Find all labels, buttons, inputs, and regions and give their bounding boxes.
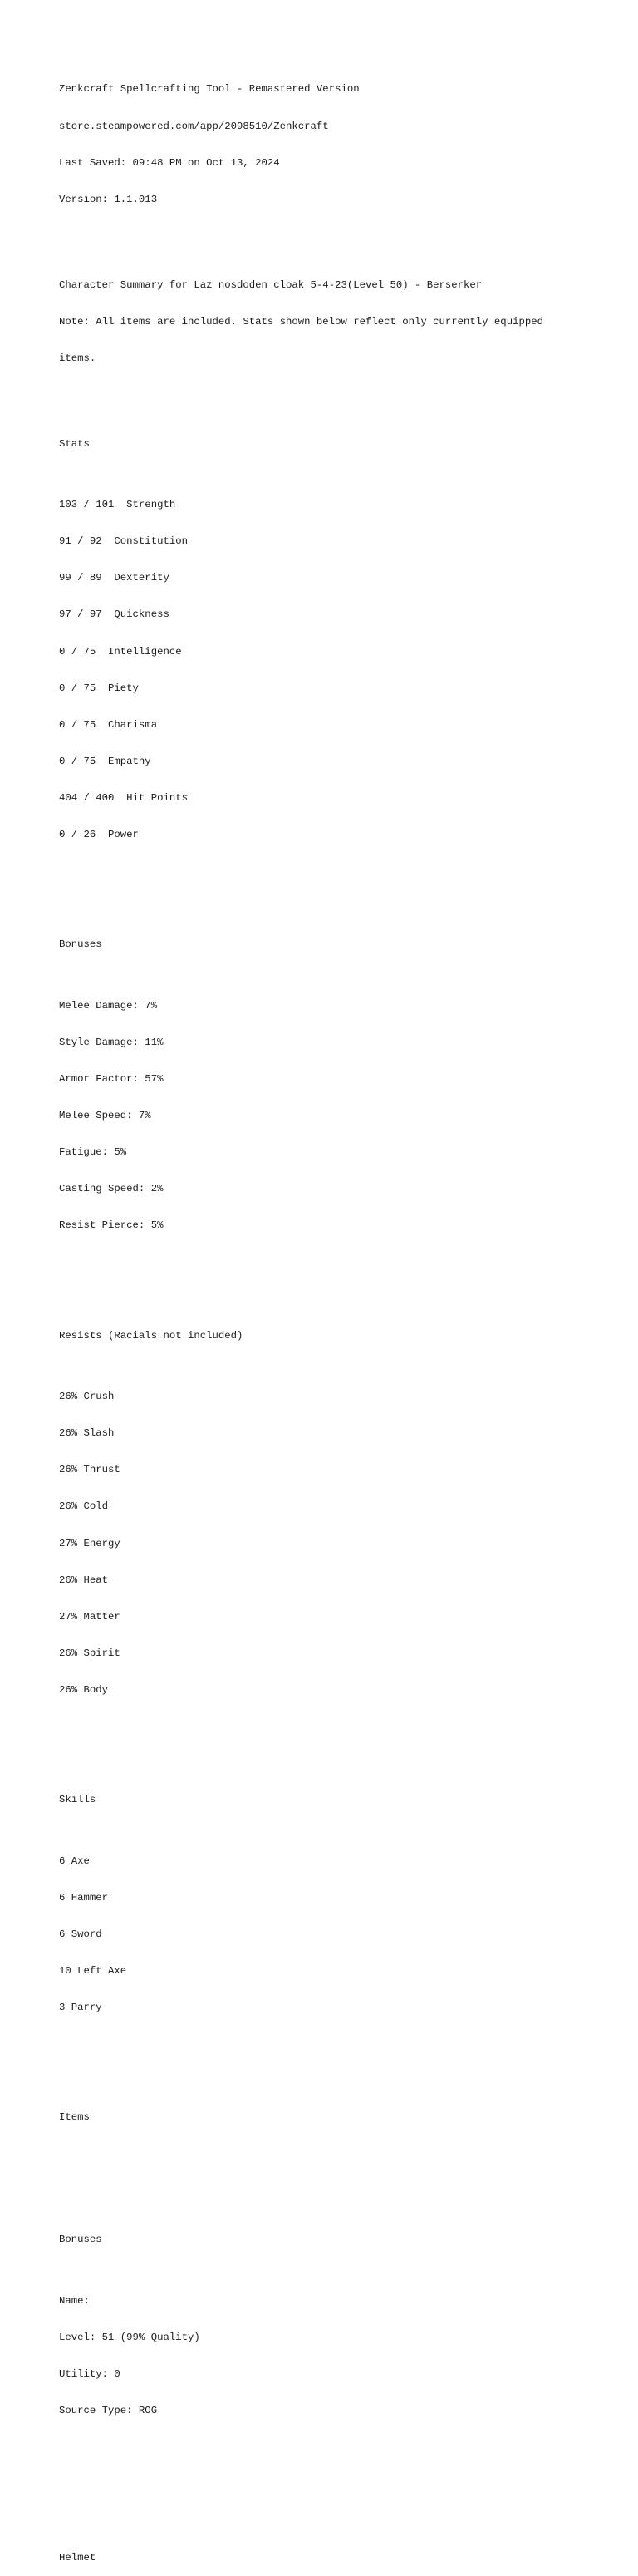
stat-row: 0 / 75 Charisma bbox=[59, 718, 158, 731]
resists-list bbox=[59, 1367, 574, 1721]
bonuses-list bbox=[59, 975, 574, 1256]
item-bonus-row: Utility: 0 bbox=[59, 2368, 120, 2381]
resists-heading: Resists (Racials not included) bbox=[59, 1329, 243, 1342]
item-bonus-row: Level: 51 (99% Quality) bbox=[59, 2331, 200, 2343]
stats-list bbox=[59, 475, 574, 865]
item-bonus-row: Source Type: ROG bbox=[59, 2405, 158, 2417]
stat-row: 0 / 75 Intelligence bbox=[59, 645, 182, 658]
resist-row: 26% Slash bbox=[59, 1427, 115, 1440]
spacer bbox=[59, 2063, 574, 2076]
skill-row: 3 Parry bbox=[59, 2002, 102, 2014]
item-bonuses-list bbox=[59, 2270, 574, 2441]
note-line-1: Note: All items are included. Stats shown below reflect only currently equipped bbox=[59, 315, 543, 328]
stat-row: 0 / 75 Piety bbox=[59, 682, 139, 694]
items-heading: Items bbox=[59, 2111, 90, 2124]
bonus-row: Melee Speed: 7% bbox=[59, 1110, 151, 1122]
stat-row: 0 / 75 Empathy bbox=[59, 755, 151, 767]
resist-row: 26% Body bbox=[59, 1683, 109, 1696]
spacer bbox=[59, 230, 574, 243]
bonus-row: Casting Speed: 2% bbox=[59, 1183, 164, 1195]
spacer bbox=[59, 2185, 574, 2198]
bonuses-heading: Bonuses bbox=[59, 938, 102, 951]
skill-row: 6 Axe bbox=[59, 1854, 90, 1867]
bonus-row: Fatigue: 5% bbox=[59, 1146, 127, 1159]
helmet-heading: Helmet bbox=[59, 2551, 96, 2564]
skills-list bbox=[59, 1830, 574, 2038]
resist-row: 26% Thrust bbox=[59, 1464, 120, 1476]
skills-heading: Skills bbox=[59, 1794, 96, 1806]
character-summary-title: Character Summary for Laz nosdoden cloak 5-4-23(Level 50) - Berserker bbox=[59, 278, 483, 291]
summary-document bbox=[59, 59, 574, 2576]
spacer bbox=[59, 2466, 574, 2479]
resist-row: 26% Spirit bbox=[59, 1647, 120, 1659]
item-bonus-row: Name: bbox=[59, 2294, 90, 2307]
resist-row: 26% Crush bbox=[59, 1391, 115, 1403]
resist-row: 26% Cold bbox=[59, 1500, 109, 1513]
note-line-2: items. bbox=[59, 352, 96, 364]
spacer bbox=[59, 2503, 574, 2515]
app-title: Zenkcraft Spellcrafting Tool - Remastered Version bbox=[59, 83, 360, 96]
resist-row: 27% Energy bbox=[59, 1537, 120, 1549]
bonus-row: Resist Pierce: 5% bbox=[59, 1219, 164, 1232]
spacer bbox=[59, 2148, 574, 2160]
spacer bbox=[59, 1281, 574, 1293]
stat-row: 97 / 97 Quickness bbox=[59, 608, 169, 621]
stat-row: 404 / 400 Hit Points bbox=[59, 791, 188, 804]
spacer bbox=[59, 389, 574, 401]
stat-row: 99 / 89 Dexterity bbox=[59, 572, 169, 584]
resist-row: 27% Matter bbox=[59, 1610, 120, 1623]
last-saved: Last Saved: 09:48 PM on Oct 13, 2024 bbox=[59, 156, 280, 169]
resist-row: 26% Heat bbox=[59, 1574, 109, 1586]
store-url: store.steampowered.com/app/2098510/Zenkcraft bbox=[59, 120, 329, 132]
bonus-row: Style Damage: 11% bbox=[59, 1036, 164, 1048]
stats-heading: Stats bbox=[59, 437, 90, 450]
skill-row: 10 Left Axe bbox=[59, 1964, 127, 1977]
bonus-row: Armor Factor: 57% bbox=[59, 1072, 164, 1085]
stat-row: 0 / 26 Power bbox=[59, 829, 139, 840]
spacer bbox=[59, 1745, 574, 1757]
bonus-row: Melee Damage: 7% bbox=[59, 999, 158, 1012]
stat-row: 103 / 101 Strength bbox=[59, 499, 176, 511]
version: Version: 1.1.013 bbox=[59, 193, 158, 205]
stat-row: 91 / 92 Constitution bbox=[59, 535, 188, 548]
skill-row: 6 Hammer bbox=[59, 1891, 109, 1904]
item-bonuses-heading: Bonuses bbox=[59, 2234, 102, 2246]
spacer bbox=[59, 890, 574, 903]
skill-row: 6 Sword bbox=[59, 1928, 102, 1940]
